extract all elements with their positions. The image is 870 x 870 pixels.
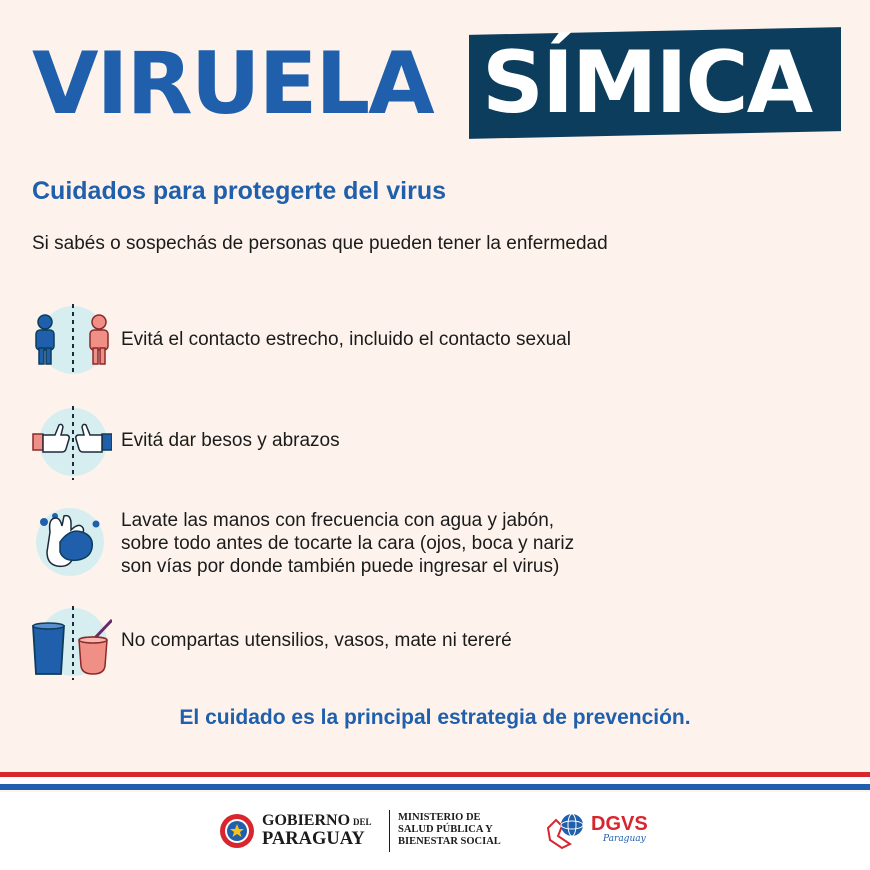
item-2-text [121,429,340,452]
item-3-line-2: sobre todo antes de tocarte la cara (ojos, boca y nariz [121,533,575,554]
hand-washing-icon [30,502,112,584]
cup-and-mate-icon [30,602,112,684]
closing-statement: El cuidado es la principal estrategia de prevención. [179,706,691,729]
item-1-text [121,328,571,351]
item-4-line: No compartas utensilios, vasos, mate ni tereré [121,630,512,651]
gobierno-word: GOBIERNO [262,812,351,829]
item-2-line: Evitá dar besos y abrazos [121,430,340,451]
item-3-line-1: Lavate las manos con frecuencia con agua y jabón, [121,510,555,531]
item-1-line: Evitá el contacto estrecho, incluido el contacto sexual [121,329,571,350]
item-3-text [121,509,574,578]
ministry-text [398,812,501,848]
blue-stripe [0,784,870,790]
title-viruela: VIRUELA [32,34,433,134]
white-stripe [0,777,870,784]
ministry-line-1: MINISTERIO DE [398,812,481,823]
intro-text: Si sabés o sospechás de personas que pueden tener la enfermedad [32,233,608,254]
dgvs-paraguay-text: Paraguay [603,834,646,844]
paraguay-text: PARAGUAY [262,829,365,849]
footer-divider [389,810,390,852]
people-distance-icon [30,298,112,380]
dgvs-globe-icon [546,810,590,850]
item-4-text [121,629,512,652]
ministry-line-3: BIENESTAR SOCIAL [398,836,501,847]
government-seal-icon [218,812,256,850]
del-word: DEL [353,817,372,827]
item-3-line-3: son vías por donde también puede ingresar el virus) [121,556,560,577]
subtitle: Cuidados para protegerte del virus [32,177,446,205]
ministry-line-2: SALUD PÚBLICA Y [398,824,493,835]
thumbs-up-icon [30,402,112,484]
footer [0,792,870,870]
title-simica: SÍMICA [482,33,812,133]
dgvs-text: DGVS [591,813,648,835]
